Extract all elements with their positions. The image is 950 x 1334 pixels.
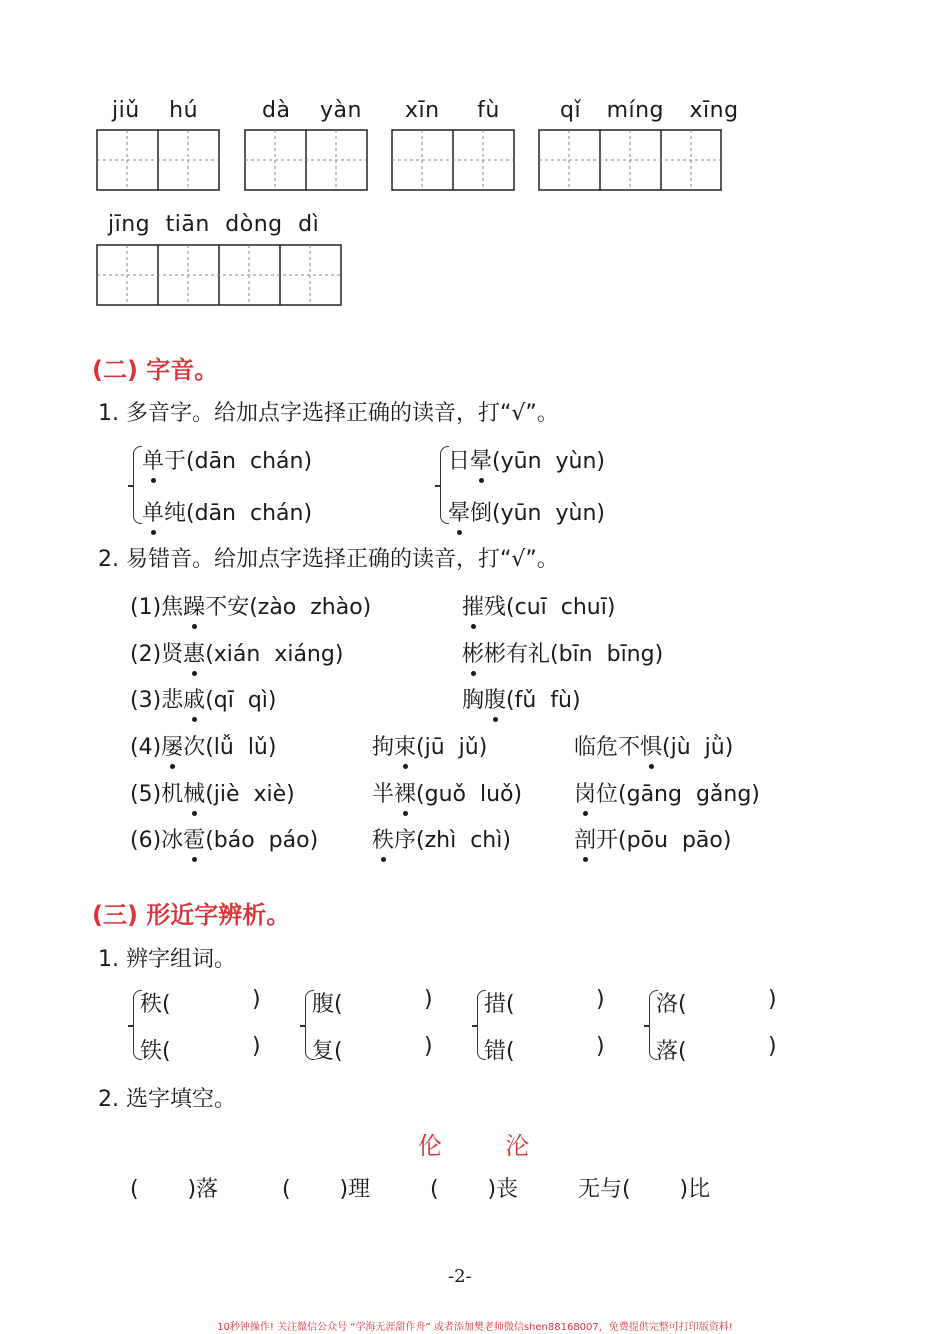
dotted-char: 单 xyxy=(142,449,165,474)
item-pre: (2)贤 xyxy=(130,642,184,667)
item-pre: 半 xyxy=(372,782,395,807)
dotted-char: 裸 xyxy=(394,782,417,807)
item-q1 xyxy=(142,496,312,527)
item-q2 xyxy=(130,683,277,714)
pinyin-label: dà yàn xyxy=(262,98,362,123)
item-post: 彬有礼(bīn bīng) xyxy=(484,642,664,667)
dotted-char: 雹 xyxy=(183,828,206,853)
item-post: 倒(yūn yùn) xyxy=(470,501,605,526)
dotted-char: 束 xyxy=(394,735,417,760)
item-q2 xyxy=(130,590,371,621)
pair-top: 措( xyxy=(484,992,515,1017)
pair-bottom: 复( xyxy=(312,1039,343,1064)
item-post: 位(gāng gǎng) xyxy=(596,782,760,807)
pair-bottom: 落( xyxy=(656,1039,687,1064)
pair-top: 洛( xyxy=(656,992,687,1017)
pinyin-label: jīng tiān dòng dì xyxy=(108,212,320,237)
item-q1 xyxy=(448,496,605,527)
item-pre: 拘 xyxy=(372,735,395,760)
dotted-char: 单 xyxy=(142,501,165,526)
pair-close: ) xyxy=(768,1034,777,1059)
dotted-char: 摧 xyxy=(462,595,485,620)
pair-close: ) xyxy=(252,1034,261,1059)
tianzige-grids xyxy=(0,0,950,330)
item-post: (yūn yùn) xyxy=(492,449,605,474)
pair-top: 腹( xyxy=(312,992,343,1017)
brace xyxy=(133,446,142,524)
item-q2 xyxy=(462,590,615,621)
item-post: 残(cuī chuī) xyxy=(484,595,616,620)
dotted-char: 秩 xyxy=(372,828,395,853)
pinyin-label: xīn fù xyxy=(405,98,500,123)
item-post: (jū jǔ) xyxy=(416,735,488,760)
item-q1 xyxy=(142,444,312,475)
choice-chars: 伦 沦 xyxy=(418,1132,530,1160)
fill-blank: ( )丧 xyxy=(430,1177,519,1202)
footer-note: 10秒钟操作! 关注微信公众号 “学海无涯甜作舟” 或者添加樊老师微信shen88168007，免费提供完整可打印版资料! xyxy=(217,1322,733,1333)
question-2: 2. 易错音。给加点字选择正确的读音，打“√”。 xyxy=(98,547,559,572)
item-pre: 临危不 xyxy=(574,735,641,760)
item-q2 xyxy=(372,777,522,808)
dotted-char: 腹 xyxy=(484,688,507,713)
item-q2 xyxy=(372,823,511,854)
pair-close: ) xyxy=(596,987,605,1012)
section-title-pronunciation: (二) 字音。 xyxy=(92,356,219,384)
pair-close: ) xyxy=(596,1034,605,1059)
pinyin-label: qǐ míng xīng xyxy=(560,98,739,123)
dotted-char: 戚 xyxy=(183,688,206,713)
item-q2 xyxy=(574,823,731,854)
item-q2 xyxy=(130,730,276,761)
dotted-char: 剖 xyxy=(574,828,597,853)
item-pre: (6)冰 xyxy=(130,828,184,853)
item-pre: 日 xyxy=(448,449,471,474)
item-post: 于(dān chán) xyxy=(164,449,313,474)
item-post: (jiè xiè) xyxy=(205,782,295,807)
pinyin-label: jiǔ hú xyxy=(112,98,199,123)
item-post: 开(pōu pāo) xyxy=(596,828,732,853)
item-post: 纯(dān chán) xyxy=(164,501,313,526)
pair-close: ) xyxy=(252,987,261,1012)
item-post: (jù jǜ) xyxy=(662,735,734,760)
item-pre: (5)机 xyxy=(130,782,184,807)
question-1: 1. 多音字。给加点字选择正确的读音，打“√”。 xyxy=(98,401,559,426)
question-2-fill: 2. 选字填空。 xyxy=(98,1087,236,1112)
fill-blank: ( )落 xyxy=(130,1177,219,1202)
pair-close: ) xyxy=(424,987,433,1012)
dotted-char: 械 xyxy=(183,782,206,807)
item-q2 xyxy=(130,777,295,808)
question-1-words: 1. 辨字组词。 xyxy=(98,947,236,972)
pair-bottom: 铁( xyxy=(140,1039,171,1064)
item-q2 xyxy=(462,683,581,714)
item-post: 序(zhì chì) xyxy=(394,828,511,853)
dotted-char: 惠 xyxy=(183,642,206,667)
item-pre: (4) xyxy=(130,735,162,760)
item-q2 xyxy=(574,730,733,761)
fill-blank: ( )理 xyxy=(282,1177,371,1202)
pair-bottom: 错( xyxy=(484,1039,515,1064)
pair-close: ) xyxy=(768,987,777,1012)
dotted-char: 彬 xyxy=(462,642,485,667)
dotted-char: 躁 xyxy=(183,595,206,620)
item-q2 xyxy=(372,730,487,761)
item-post: (qī qì) xyxy=(205,688,277,713)
item-pre: (1)焦 xyxy=(130,595,184,620)
item-post: 不安(zào zhào) xyxy=(205,595,372,620)
item-q2 xyxy=(462,637,663,668)
fill-blank: 无与( )比 xyxy=(578,1177,711,1202)
item-post: (báo páo) xyxy=(205,828,319,853)
item-post: (guǒ luǒ) xyxy=(416,782,523,807)
item-q2 xyxy=(130,637,343,668)
dotted-char: 岗 xyxy=(574,782,597,807)
item-post: (xián xiáng) xyxy=(205,642,344,667)
item-pre: 胸 xyxy=(462,688,485,713)
item-post: 次(lǚ lǔ) xyxy=(183,735,277,760)
dotted-char: 晕 xyxy=(470,449,493,474)
dotted-char: 晕 xyxy=(448,501,471,526)
page-number: -2- xyxy=(448,1266,472,1287)
pair-close: ) xyxy=(424,1034,433,1059)
item-pre: (3)悲 xyxy=(130,688,184,713)
dotted-char: 屡 xyxy=(161,735,184,760)
item-q1 xyxy=(448,444,605,475)
dotted-char: 惧 xyxy=(640,735,663,760)
section-title-similar-chars: (三) 形近字辨析。 xyxy=(92,901,291,929)
pair-top: 秩( xyxy=(140,992,171,1017)
item-q2 xyxy=(574,777,760,808)
item-q2 xyxy=(130,823,318,854)
item-post: (fǔ fù) xyxy=(506,688,581,713)
